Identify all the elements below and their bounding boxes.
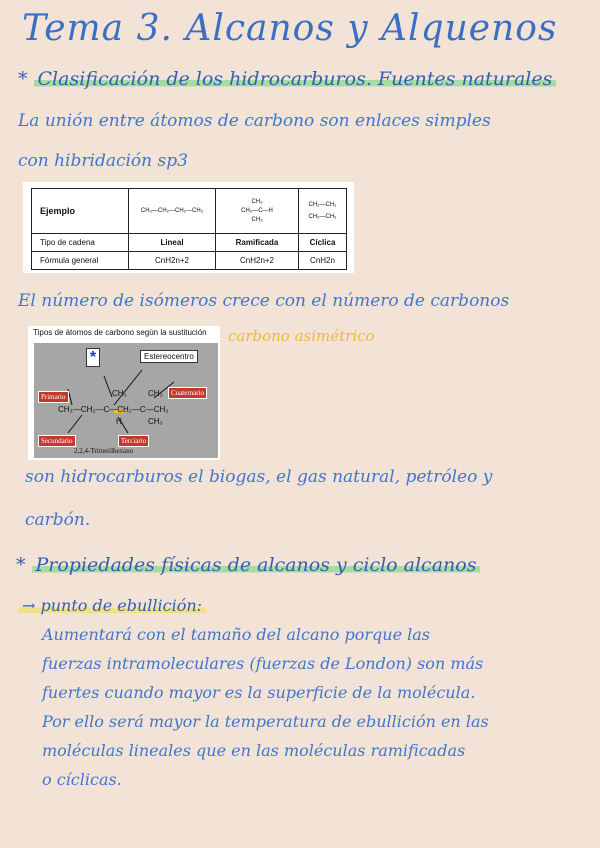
molecule-name: 2,2,4-Trimetilhexano	[74, 447, 134, 455]
table-row	[32, 252, 347, 270]
table-cell-ciclica	[299, 189, 347, 234]
formula-mid: CH₃—C—H	[241, 207, 273, 214]
table-cell: CnH2n+2	[129, 252, 216, 270]
classification-table-card	[23, 182, 354, 273]
body-line: fuerzas intramoleculares (fuerzas de London) son más	[42, 654, 484, 673]
body-line: fuertes cuando mayor es la superficie de la molécula.	[42, 683, 476, 702]
table-cell-ramificada	[216, 189, 299, 234]
section1-line2: con hibridación sp3	[18, 151, 188, 171]
body-line: Aumentará con el tamaño del alcano porque las	[42, 625, 430, 644]
label-cuaternario: Cuaternario	[168, 387, 207, 399]
table-cell: Ramificada	[216, 234, 299, 252]
hydrogen: H	[116, 417, 122, 426]
table-cell: CnH2n	[299, 252, 347, 270]
label-terciario: Terciario	[118, 435, 149, 447]
section2-heading	[16, 554, 480, 576]
subheading-text: → punto de ebullición:	[18, 596, 206, 615]
classification-table	[31, 188, 347, 270]
formula-top: CH₃	[251, 198, 263, 205]
body-line: Por ello será mayor la temperatura de ebullición en las	[42, 712, 489, 731]
fuentes-line2: carbón.	[25, 510, 91, 530]
table-cell: Cíclica	[299, 234, 347, 252]
formula-bottom: CH₃	[251, 216, 263, 223]
formula-bottom: CH₂—CH₂	[308, 214, 337, 220]
stereocenter-star: *	[86, 348, 100, 367]
table-cell: CnH2n+2	[216, 252, 299, 270]
methyl-b: CH₃	[148, 389, 163, 398]
methyl-c: CH₃	[148, 417, 163, 426]
star-bullet: *	[18, 68, 28, 90]
isomeros-line: El número de isómeros crece con el número de carbonos	[18, 291, 510, 311]
label-secundario: Secundario	[38, 435, 76, 447]
table-row	[32, 189, 347, 234]
body-line: o cíclicas.	[42, 770, 122, 789]
table-cell-lineal: CH₃—CH₂—CH₂—CH₃	[129, 189, 216, 234]
section1-line1: La unión entre átomos de carbono son enlaces simples	[18, 111, 491, 131]
section1-heading-text: Clasificación de los hidrocarburos. Fuentes naturales	[34, 68, 557, 90]
table-cell-label: Fórmula general	[32, 252, 129, 270]
section1-heading	[18, 68, 556, 90]
methyl-a: CH₃	[112, 389, 127, 398]
carbon-types-figure	[28, 326, 220, 460]
figure-caption: Tipos de átomos de carbono según la sustitución	[33, 328, 207, 337]
carbono-asimetrico-note: carbono asimétrico	[228, 327, 375, 345]
fuentes-line1: son hidrocarburos el biogas, el gas natural, petróleo y	[25, 467, 493, 487]
table-cell-label: Tipo de cadena	[32, 234, 129, 252]
table-cell-label: Ejemplo	[32, 189, 129, 234]
section2-subheading	[18, 596, 206, 615]
figure-panel	[34, 343, 218, 458]
star-bullet: *	[16, 554, 26, 576]
label-estereocentro: Estereocentro	[140, 350, 198, 363]
molecule-chain: CH₃—CH₂—C—CH₂—C—CH₃	[58, 405, 169, 414]
table-cell: Lineal	[129, 234, 216, 252]
body-line: moléculas lineales que en las moléculas ramificadas	[42, 741, 466, 760]
label-primario: Primario	[38, 391, 69, 403]
table-row	[32, 234, 347, 252]
section2-heading-text: Propiedades físicas de alcanos y ciclo alcanos	[32, 554, 481, 576]
formula-top: CH₂—CH₂	[308, 202, 337, 208]
page-title: Tema 3. Alcanos y Alquenos	[22, 8, 558, 49]
